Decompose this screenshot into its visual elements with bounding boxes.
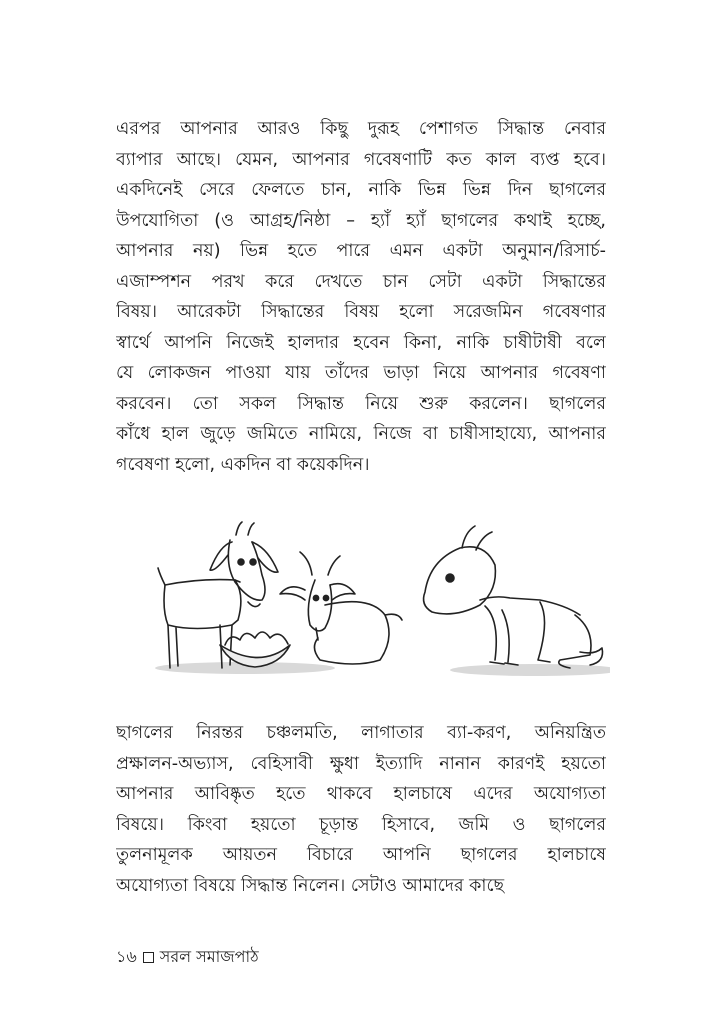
goat-headed-man-drawing [424,526,603,668]
text-line: বিষয়। আরেকটা সিদ্ধান্তের বিষয় হলো সরেজমিন গবেষণার [116,302,606,322]
text-line: ছাগলের নিরন্তর চঞ্চলমতি, লাগাতার ব্যা-করণ, অনিয়ন্ত্রিত [116,723,606,743]
page-number: ১৬ [116,947,137,966]
page-footer [116,946,259,968]
text-line: তুলনামূলক আয়তন বিচারে আপনি ছাগলের হালচাষে [116,845,606,865]
square-separator-icon [143,952,154,963]
text-line: আপনার নয়) ভিন্ন হতে পারে এমন একটা অনুমান/রিসার্চ- [116,241,606,261]
text-line: প্রক্ষালন-অভ্যাস, বেহিসাবী ক্ষুধা ইত্যাদি নানান কারণই হয়তো [116,753,606,774]
paragraph-2 [116,718,606,901]
goats-illustration [140,520,610,690]
text-line: একদিনেই সেরে ফেলতে চান, নাকি ভিন্ন ভিন্ন দিন ছাগলের [116,180,606,200]
paragraph-1 [116,114,606,480]
text-line: ব্যাপার আছে। যেমন, আপনার গবেষণাটি কত কাল ব্যপ্ত হবে। [116,149,606,170]
text-line: গবেষণা হলো, একদিন বা কয়েকদিন। [116,454,370,475]
text-line: আপনার আবিষ্কৃত হতে থাকবে হালচাষে এদের অযোগ্যতা [116,784,606,804]
text-line: করবেন। তো সকল সিদ্ধান্ত নিয়ে শুরু করলেন। ছাগলের [116,393,606,414]
text-line: উপযোগিতা (ও আগ্রহ/নিষ্ঠা – হ্যাঁ হ্যাঁ ছাগলের কথাই হচ্ছে, [116,210,606,231]
text-line: স্বার্থে আপনি নিজেই হালদার হবেন কিনা, নাকি চাষীটাষী বলে [116,332,606,353]
standing-goat-drawing [158,522,278,668]
text-line: কাঁধে হাল জুড়ে জমিতে নামিয়ে, নিজে বা চাষীসাহায্যে, আপনার [116,424,606,444]
text-line: যে লোকজন পাওয়া যায় তাঁদের ভাড়া নিয়ে আপনার গবেষণা [116,363,606,383]
text-line: এজাম্পশন পরখ করে দেখতে চান সেটা একটা সিদ্ধান্তের [116,271,606,292]
text-line: বিষয়ে। কিংবা হয়তো চূড়ান্ত হিসাবে, জমি ও ছাগলের [116,814,606,835]
text-line: অযোগ্যতা বিষয়ে সিদ্ধান্ত নিলেন। সেটাও আমাদের কাছে [116,875,505,896]
text-line: এরপর আপনার আরও কিছু দুরূহ পেশাগত সিদ্ধান্ত নেবার [116,119,606,139]
sitting-goat-drawing [280,552,402,664]
book-title: সরল সমাজপাঠ [159,947,259,966]
